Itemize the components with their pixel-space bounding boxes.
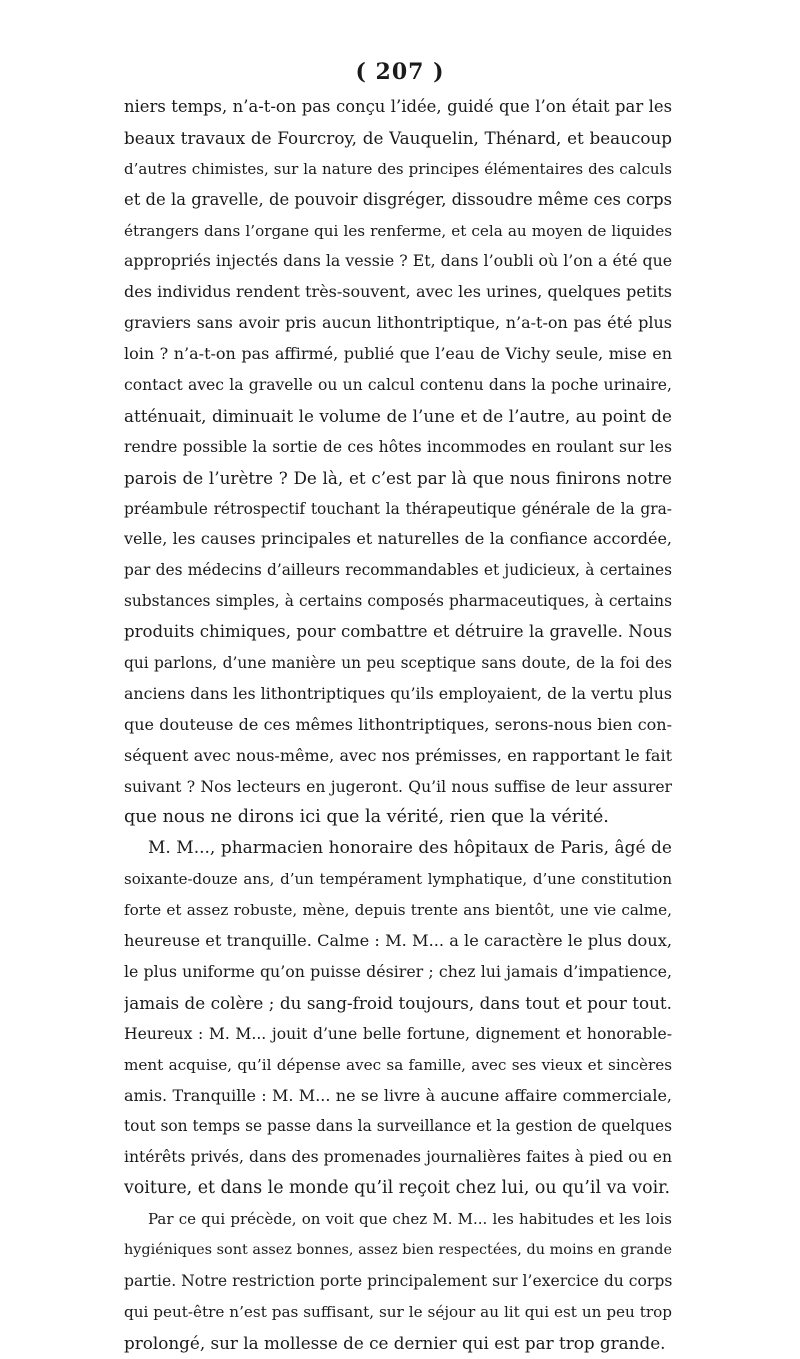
- text-line: Heureux : M. M... jouit d’une belle fortune, dignement et honorable-: [124, 1024, 672, 1043]
- text-line: et de la gravelle, de pouvoir disgréger, dissoudre même ces corps: [124, 189, 672, 209]
- text-line: forte et assez robuste, mène, depuis trente ans bientôt, une vie calme,: [124, 901, 672, 920]
- text-line: loin ? n’a-t-on pas affirmé, publié que l’eau de Vichy seule, mise en: [124, 344, 672, 364]
- text-line: le plus uniforme qu’on puisse désirer ; chez lui jamais d’impatience,: [124, 961, 672, 981]
- text-line: prolongé, sur la mollesse de ce dernier qui est par trop grande.: [124, 1332, 666, 1353]
- text-line: M. M..., pharmacien honoraire des hôpitaux de Paris, âgé de: [148, 838, 672, 859]
- text-line: que douteuse de ces mêmes lithontriptiques, serons-nous bien con-: [124, 714, 672, 734]
- text-line: voiture, et dans le monde qu’il reçoit chez lui, ou qu’il va voir.: [124, 1178, 671, 1199]
- page-number: ( 207 ): [355, 59, 445, 85]
- text-line: qui peut-être n’est pas suffisant, sur le séjour au lit qui est un peu trop: [124, 1302, 672, 1321]
- text-line: ment acquise, qu’il dépense avec sa famille, avec ses vieux et sincères: [124, 1055, 672, 1074]
- text-line: suivant ? Nos lecteurs en jugeront. Qu’il nous suffise de leur assurer: [124, 777, 672, 796]
- body-text: [124, 92, 672, 1359]
- text-line: atténuait, diminuait le volume de l’une et de l’autre, au point de: [124, 405, 672, 426]
- text-line: des individus rendent très-souvent, avec les urines, quelques petits: [124, 282, 672, 302]
- text-line: intérêts privés, dans des promenades journalières faites à pied ou en: [124, 1148, 672, 1167]
- text-line: Par ce qui précède, on voit que chez M. M... les habitudes et les lois: [148, 1210, 672, 1229]
- text-line: niers temps, n’a-t-on pas conçu l’idée, guidé que l’on était par les: [124, 97, 672, 116]
- text-line: par des médecins d’ailleurs recommandables et judicieux, à certaines: [124, 561, 672, 580]
- text-line: heureuse et tranquille. Calme : M. M... a le caractère le plus doux,: [124, 931, 672, 951]
- paragraph-1: [124, 92, 672, 833]
- text-line: soixante-douze ans, d’un tempérament lymphatique, d’une constitution: [124, 870, 672, 889]
- text-line: jamais de colère ; du sang-froid toujours, dans tout et pour tout.: [124, 992, 672, 1013]
- text-line: appropriés injectés dans la vessie ? Et, dans l’oubli où l’on a été que: [124, 251, 672, 271]
- text-line: rendre possible la sortie de ces hôtes incommodes en roulant sur les: [124, 437, 672, 456]
- text-line: séquent avec nous-même, avec nos prémisses, en rapportant le fait: [124, 745, 672, 765]
- text-line: substances simples, à certains composés pharmaceutiques, à certains: [124, 592, 672, 611]
- text-line: amis. Tranquille : M. M... ne se livre à aucune affaire commerciale,: [124, 1085, 672, 1105]
- text-line: préambule rétrospectif touchant la thérapeutique générale de la gra-: [124, 499, 672, 518]
- text-line: partie. Notre restriction porte principalement sur l’exercice du corps: [124, 1271, 672, 1290]
- text-line: parois de l’urètre ? De là, et c’est par là que nous finirons notre: [124, 467, 672, 488]
- text-line: d’autres chimistes, sur la nature des principes élémentaires des calculs: [124, 159, 672, 178]
- text-line: contact avec la gravelle ou un calcul contenu dans la poche urinaire,: [124, 376, 672, 395]
- text-line: qui parlons, d’une manière un peu sceptique sans doute, de la foi des: [124, 654, 672, 673]
- text-line: étrangers dans l’organe qui les renferme, et cela au moyen de liquides: [124, 221, 672, 240]
- text-line: que nous ne dirons ici que la vérité, rien que la vérité.: [124, 807, 609, 828]
- text-line: velle, les causes principales et naturelles de la confiance accordée,: [124, 529, 672, 549]
- text-line: beaux travaux de Fourcroy, de Vauquelin, Thénard, et beaucoup: [124, 127, 672, 148]
- text-line: produits chimiques, pour combattre et détruire la gravelle. Nous: [124, 622, 672, 642]
- text-line: hygiéniques sont assez bonnes, assez bien respectées, du moins en grande: [124, 1241, 672, 1258]
- paragraph-3: [124, 1204, 672, 1358]
- text-line: tout son temps se passe dans la surveillance et la gestion de quelques: [124, 1117, 672, 1136]
- paragraph-2: [124, 833, 672, 1204]
- text-line: graviers sans avoir pris aucun lithontriptique, n’a-t-on pas été plus: [124, 313, 672, 333]
- text-line: anciens dans les lithontriptiques qu’ils employaient, de la vertu plus: [124, 683, 672, 703]
